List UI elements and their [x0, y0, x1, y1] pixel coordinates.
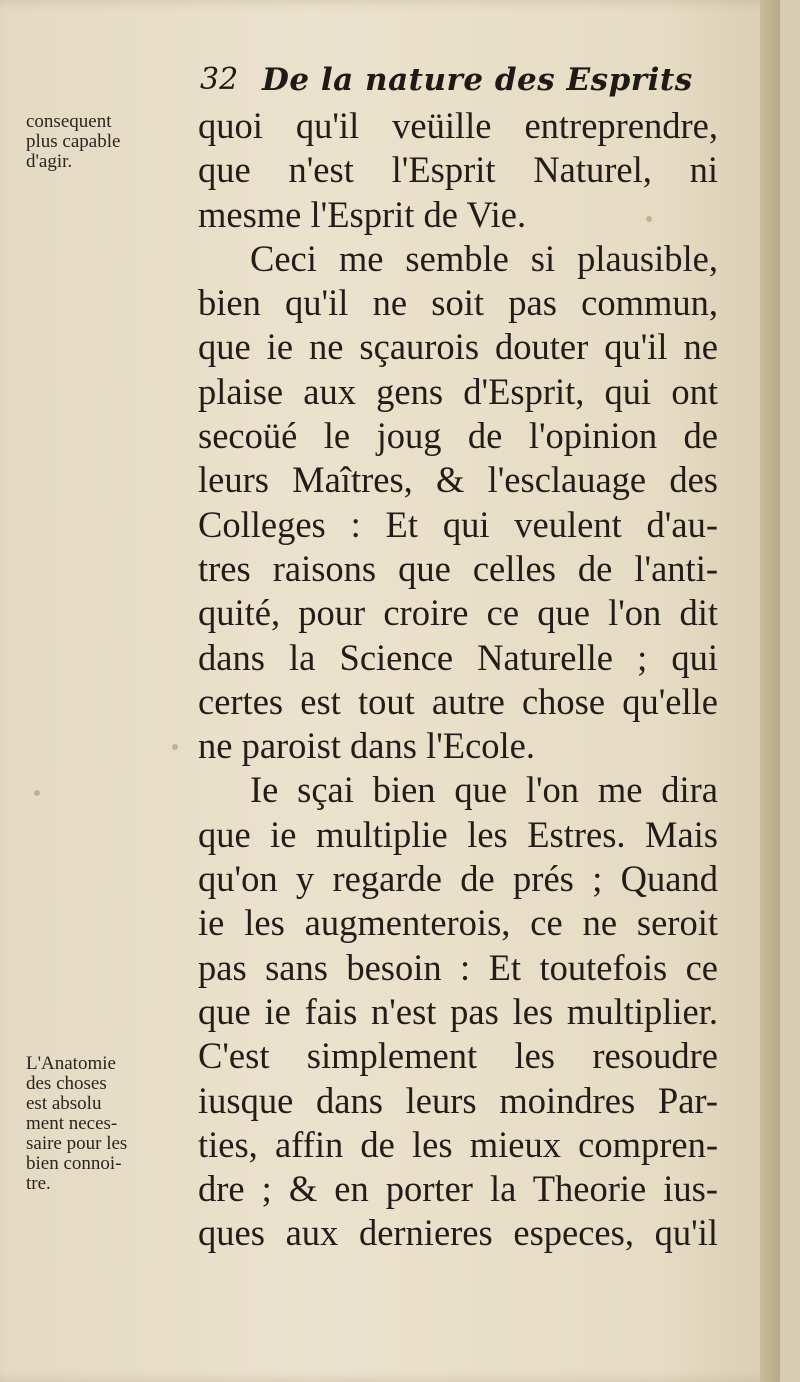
text-line: ne paroist dans l'Ecole. [198, 725, 536, 767]
margin-note-line: ment neces- [26, 1113, 118, 1134]
text-line: que n'est l'Esprit Naturel, ni [198, 149, 718, 191]
paper-spot [646, 216, 652, 222]
text-line: C'est simplement les resoudre [198, 1035, 718, 1077]
text-line: dans la Science Naturelle ; qui [198, 636, 718, 678]
paper-spot [34, 790, 40, 796]
page-number: 32 [200, 62, 239, 97]
text-line: que ie ne sçaurois douter qu'il ne [198, 326, 718, 368]
margin-note-line: bien connoi- [26, 1153, 122, 1174]
margin-note-1 [26, 112, 196, 172]
text-line: tres raisons que celles de l'anti- [198, 547, 718, 589]
paper-spot [172, 744, 178, 750]
margin-note-2 [26, 1054, 196, 1194]
text-line: Ceci me semble si plausible, [250, 237, 718, 279]
text-line: bien qu'il ne soit pas commun, [198, 282, 718, 324]
margin-note-line: L'Anatomie [26, 1053, 116, 1074]
text-line: leurs Maîtres, & l'esclauage des [198, 459, 718, 501]
margin-note-line: consequent [26, 111, 112, 132]
text-line: ties, affin de les mieux compren- [198, 1123, 718, 1165]
margin-note-line: des choses [26, 1073, 107, 1094]
text-line: plaise aux gens d'Esprit, qui ont [198, 370, 718, 412]
margin-note-line: est absolu [26, 1093, 102, 1114]
text-line: iusque dans leurs moindres Par- [198, 1079, 718, 1121]
text-line: ie les augmenterois, ce ne seroit [198, 902, 718, 944]
text-line: mesme l'Esprit de Vie. [198, 193, 527, 235]
text-line: quité, pour croire ce que l'on dit [198, 592, 718, 634]
page-edge [760, 0, 780, 1382]
running-header [200, 62, 760, 106]
margin-note-line: tre. [26, 1173, 51, 1194]
text-line: certes est tout autre chose qu'elle [198, 680, 718, 722]
text-line: quoi qu'il veüille entreprendre, [198, 105, 718, 146]
text-line: secoüé le joug de l'opinion de [198, 415, 718, 457]
text-line: dre ; & en porter la Theorie ius- [198, 1168, 718, 1210]
body-text [198, 104, 718, 1256]
margin-note-line: saire pour les [26, 1133, 128, 1154]
text-line: Ie sçai bien que l'on me dira [250, 769, 718, 811]
text-line: Colleges : Et qui veulent d'au- [198, 503, 718, 545]
margin-note-line: plus capable [26, 131, 121, 152]
text-line: pas sans besoin : Et toutefois ce [198, 946, 718, 988]
text-line: que ie multiplie les Estres. Mais [198, 813, 718, 855]
margin-note-line: d'agir. [26, 151, 73, 172]
text-line: ques aux dernieres especes, qu'il [198, 1212, 718, 1254]
text-line: que ie fais n'est pas les multiplier. [198, 990, 718, 1032]
text-line: qu'on y regarde de prés ; Quand [198, 858, 718, 900]
running-title: De la nature des Esprits [262, 62, 693, 98]
